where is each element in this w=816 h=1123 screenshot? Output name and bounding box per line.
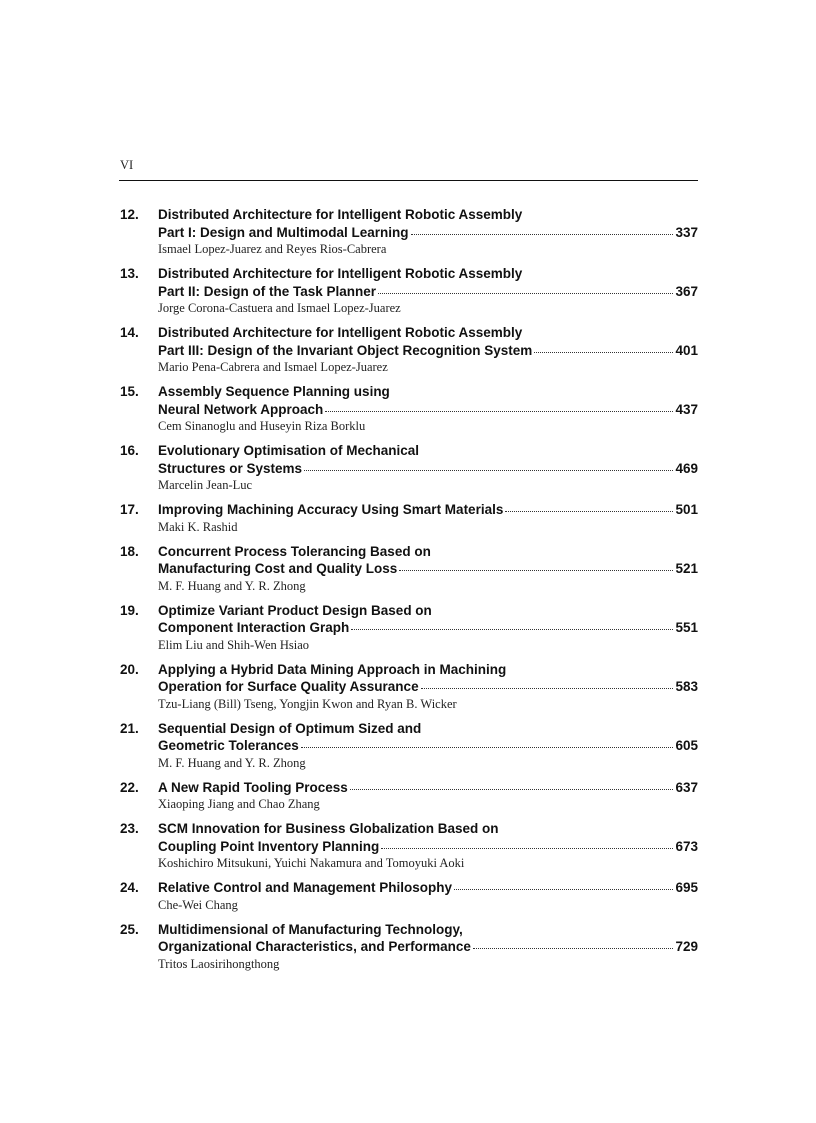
chapter-number: 19. xyxy=(120,602,139,618)
chapter-authors: Tzu-Liang (Bill) Tseng, Yongjin Kwon and Ryan B. Wicker xyxy=(158,696,457,711)
dot-leader xyxy=(421,688,674,689)
page-reference[interactable]: 521 xyxy=(675,561,698,576)
chapter-number: 23. xyxy=(120,821,139,836)
table-of-contents xyxy=(119,206,698,980)
chapter-title-text: Manufacturing Cost and Quality Loss xyxy=(158,561,398,576)
chapter-number: 17. xyxy=(120,502,139,517)
chapter-title-line xyxy=(158,661,698,679)
chapter-title-text: Structures or Systems xyxy=(158,460,303,476)
toc-entry[interactable] xyxy=(119,501,698,535)
dot-leader xyxy=(473,948,674,949)
dot-leader xyxy=(301,747,674,748)
chapter-title-line xyxy=(158,820,698,838)
chapter-title-line xyxy=(158,460,698,478)
chapter-title-line xyxy=(158,401,698,419)
page-reference[interactable]: 337 xyxy=(675,224,698,240)
chapter-authors: Xiaoping Jiang and Chao Zhang xyxy=(158,797,320,811)
chapter-title-line xyxy=(158,602,698,620)
page-reference[interactable]: 367 xyxy=(675,283,698,299)
chapter-authors: Jorge Corona-Castuera and Ismael Lopez-Juarez xyxy=(158,301,401,315)
page-reference[interactable]: 695 xyxy=(675,880,698,895)
chapter-number: 15. xyxy=(120,384,139,399)
chapter-title-line xyxy=(158,342,698,360)
chapter-authors: Che-Wei Chang xyxy=(158,897,238,912)
toc-entry[interactable] xyxy=(119,206,698,257)
chapter-title-line xyxy=(158,543,698,561)
chapter-number: 13. xyxy=(120,266,139,281)
chapter-title-text: Distributed Architecture for Intelligent Robotic Assembly xyxy=(158,325,523,340)
dot-leader xyxy=(304,470,673,471)
chapter-title-text: Evolutionary Optimisation of Mechanical xyxy=(158,443,420,458)
page-reference[interactable]: 637 xyxy=(675,779,698,795)
chapter-title-text: Coupling Point Inventory Planning xyxy=(158,838,380,854)
chapter-title-text: SCM Innovation for Business Globalization Based on xyxy=(158,821,499,836)
toc-entry[interactable] xyxy=(119,324,698,375)
chapter-title-text: Component Interaction Graph xyxy=(158,620,350,635)
page-reference[interactable]: 583 xyxy=(675,679,698,694)
chapter-title-text: Relative Control and Management Philosophy xyxy=(158,880,453,895)
page-number: VI xyxy=(120,158,134,172)
chapter-title-text: Improving Machining Accuracy Using Smart Materials xyxy=(158,502,504,517)
chapter-title-line xyxy=(158,560,698,578)
toc-entry[interactable] xyxy=(119,879,698,913)
chapter-title-text: Part I: Design and Multimodal Learning xyxy=(158,224,409,240)
toc-entry[interactable] xyxy=(119,661,698,712)
chapter-authors: Marcelin Jean-Luc xyxy=(158,478,253,492)
chapter-number: 20. xyxy=(120,661,139,677)
chapter-title-line xyxy=(158,737,698,755)
chapter-authors: Ismael Lopez-Juarez and Reyes Rios-Cabrera xyxy=(158,242,387,256)
dot-leader xyxy=(378,293,673,294)
chapter-number: 22. xyxy=(120,779,139,795)
chapter-title-text: Part II: Design of the Task Planner xyxy=(158,283,377,299)
dot-leader xyxy=(325,411,673,412)
chapter-authors: Cem Sinanoglu and Huseyin Riza Borklu xyxy=(158,419,366,433)
chapter-title-line xyxy=(158,265,698,283)
toc-entry[interactable] xyxy=(119,543,698,594)
chapter-authors: M. F. Huang and Y. R. Zhong xyxy=(158,578,306,593)
chapter-title-text: Organizational Characteristics, and Performance xyxy=(158,939,471,954)
chapter-title-text: Distributed Architecture for Intelligent Robotic Assembly xyxy=(158,207,523,222)
dot-leader xyxy=(505,511,673,512)
page-reference[interactable]: 469 xyxy=(675,460,698,476)
dot-leader xyxy=(351,629,673,630)
chapter-number: 14. xyxy=(120,325,139,340)
chapter-title-text: Distributed Architecture for Intelligent Robotic Assembly xyxy=(158,266,523,281)
chapter-title-text: Part III: Design of the Invariant Object Recognition System xyxy=(158,342,533,358)
chapter-title-text: A New Rapid Tooling Process xyxy=(158,779,348,795)
chapter-title-line xyxy=(158,838,698,856)
toc-entry[interactable] xyxy=(119,442,698,493)
page-reference[interactable]: 437 xyxy=(675,401,698,417)
chapter-number: 18. xyxy=(120,543,139,559)
chapter-title-line xyxy=(158,224,698,242)
chapter-authors: Maki K. Rashid xyxy=(158,519,238,534)
chapter-title-line xyxy=(158,720,698,738)
page-reference[interactable]: 501 xyxy=(675,502,698,517)
toc-entry[interactable] xyxy=(119,820,698,871)
chapter-title-line xyxy=(158,619,698,637)
chapter-authors: Tritos Laosirihongthong xyxy=(158,956,280,971)
chapter-title-line xyxy=(158,442,698,460)
chapter-title-text: Sequential Design of Optimum Sized and xyxy=(158,720,422,736)
chapter-title-text: Neural Network Approach xyxy=(158,401,324,417)
chapter-number: 12. xyxy=(120,207,139,222)
chapter-title-line xyxy=(158,206,698,224)
page-reference[interactable]: 729 xyxy=(675,939,698,954)
page-reference[interactable]: 605 xyxy=(675,738,698,753)
chapter-authors: Elim Liu and Shih-Wen Hsiao xyxy=(158,637,310,652)
chapter-authors: Mario Pena-Cabrera and Ismael Lopez-Juarez xyxy=(158,360,388,374)
chapter-title-text: Operation for Surface Quality Assurance xyxy=(158,679,419,694)
chapter-authors: Koshichiro Mitsukuni, Yuichi Nakamura and Tomoyuki Aoki xyxy=(158,856,465,870)
chapter-title-line xyxy=(158,879,698,897)
chapter-title-line xyxy=(158,501,698,519)
chapter-number: 24. xyxy=(120,880,139,895)
chapter-title-line xyxy=(158,383,698,401)
toc-entry[interactable] xyxy=(119,779,698,813)
dot-leader xyxy=(399,570,673,571)
dot-leader xyxy=(350,789,674,790)
chapter-number: 16. xyxy=(120,443,139,458)
chapter-number: 21. xyxy=(120,720,139,736)
chapter-title-line xyxy=(158,678,698,696)
page-reference[interactable]: 401 xyxy=(675,342,698,358)
dot-leader xyxy=(411,234,674,235)
chapter-title-text: Optimize Variant Product Design Based on xyxy=(158,602,432,618)
dot-leader xyxy=(381,848,673,849)
chapter-title-line xyxy=(158,283,698,301)
toc-entry[interactable] xyxy=(119,921,698,972)
chapter-title-line xyxy=(158,938,698,956)
page-reference[interactable]: 551 xyxy=(675,620,698,635)
page-reference[interactable]: 673 xyxy=(675,838,698,854)
toc-entry[interactable] xyxy=(119,265,698,316)
chapter-title-text: Assembly Sequence Planning using xyxy=(158,384,390,399)
chapter-title-line xyxy=(158,779,698,797)
chapter-title-line xyxy=(158,921,698,939)
dot-leader xyxy=(534,352,673,353)
page-header xyxy=(119,158,698,181)
chapter-title-line xyxy=(158,324,698,342)
toc-entry[interactable] xyxy=(119,720,698,771)
chapter-number: 25. xyxy=(120,921,139,937)
chapter-authors: M. F. Huang and Y. R. Zhong xyxy=(158,755,306,770)
toc-entry[interactable] xyxy=(119,383,698,434)
dot-leader xyxy=(454,889,673,890)
toc-entry[interactable] xyxy=(119,602,698,653)
chapter-title-text: Geometric Tolerances xyxy=(158,738,299,753)
chapter-title-text: Concurrent Process Tolerancing Based on xyxy=(158,543,431,559)
chapter-title-text: Applying a Hybrid Data Mining Approach in Machining xyxy=(158,661,507,677)
chapter-title-text: Multidimensional of Manufacturing Technology, xyxy=(158,921,463,937)
